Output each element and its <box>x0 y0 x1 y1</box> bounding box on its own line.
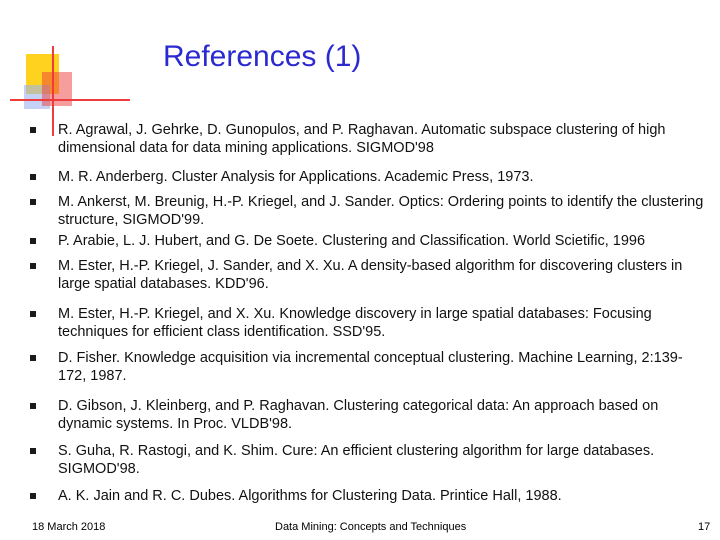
reference-item: D. Fisher. Knowledge acquisition via incremental conceptual clustering. Machine Learning, 2:139-172, 1987. <box>58 350 683 384</box>
bullet-icon <box>30 311 36 317</box>
reference-item: A. K. Jain and R. C. Dubes. Algorithms for Clustering Data. Printice Hall, 1988. <box>58 488 562 504</box>
bullet-icon <box>30 448 36 454</box>
bullet-icon <box>30 174 36 180</box>
bullet-icon <box>30 238 36 244</box>
reference-item: P. Arabie, L. J. Hubert, and G. De Soete. Clustering and Classification. World Scietific, 1996 <box>58 233 646 249</box>
reference-item: M. Ankerst, M. Breunig, H.-P. Kriegel, and J. Sander. Optics: Ordering points to identify the clustering structure, SIGMOD'99. <box>58 194 704 228</box>
reference-item: R. Agrawal, J. Gehrke, D. Gunopulos, and P. Raghavan. Automatic subspace clustering of high dimensional data for data mining applications. SIGMOD'98 <box>58 122 666 156</box>
footer-date: 18 March 2018 <box>32 521 106 533</box>
reference-item: M. R. Anderberg. Cluster Analysis for Applications. Academic Press, 1973. <box>58 169 534 185</box>
reference-item: M. Ester, H.-P. Kriegel, J. Sander, and X. Xu. A density-based algorithm for discovering clusters in large spatial databases. KDD'96. <box>58 258 683 292</box>
slide-title: References (1) <box>163 40 362 73</box>
reference-item: S. Guha, R. Rastogi, and K. Shim. Cure: An efficient clustering algorithm for large databases. SIGMOD'98. <box>58 443 655 477</box>
bullet-icon <box>30 127 36 133</box>
footer-page-number: 17 <box>698 521 711 533</box>
reference-item: D. Gibson, J. Kleinberg, and P. Raghavan. Clustering categorical data: An approach based on dynamic systems. In Proc. VLDB'98. <box>58 398 659 432</box>
bullet-icon <box>30 263 36 269</box>
bullet-icon <box>30 493 36 499</box>
footer-course: Data Mining: Concepts and Techniques <box>275 521 467 533</box>
bullet-icon <box>30 403 36 409</box>
reference-item: M. Ester, H.-P. Kriegel, and X. Xu. Knowledge discovery in large spatial databases: Focusing techniques for efficient class identification. SSD'95. <box>58 306 652 340</box>
bullet-icon <box>30 355 36 361</box>
bullet-icon <box>30 199 36 205</box>
